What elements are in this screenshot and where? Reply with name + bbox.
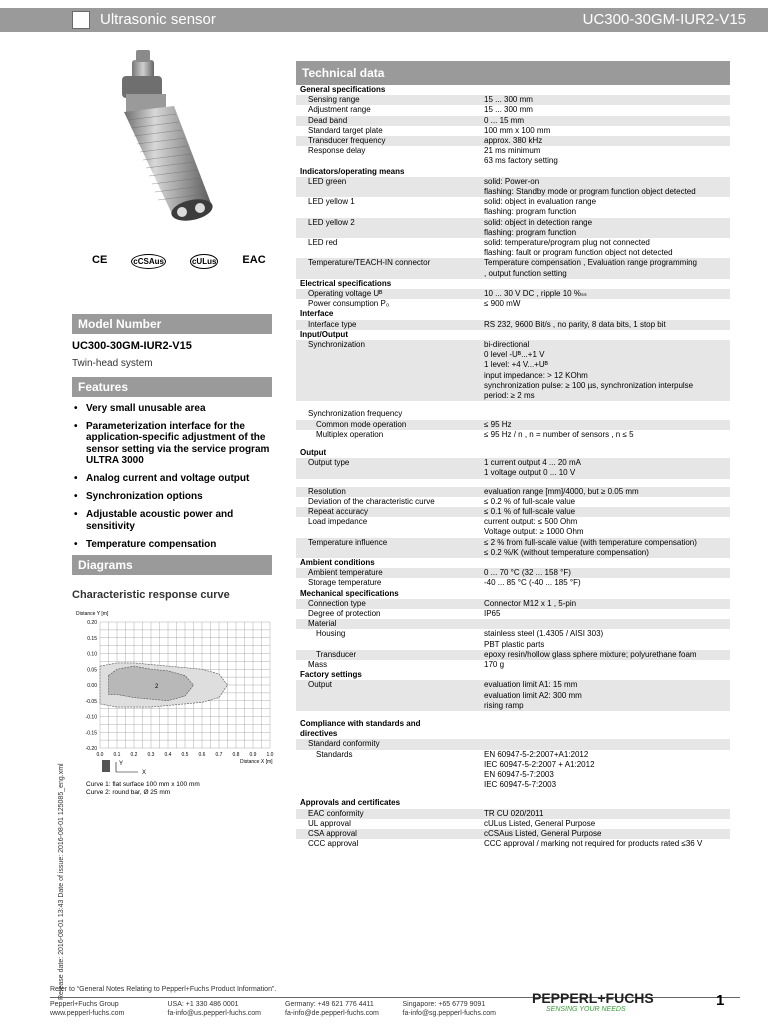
spec-label [296, 711, 480, 719]
spec-value [480, 440, 730, 448]
spec-value: 15 ... 300 mm [484, 105, 533, 115]
x-tick-label: 0.7 [215, 752, 223, 758]
spec-value: ≤ 0.1 % of full-scale value [480, 507, 730, 517]
sensor-icon [102, 760, 110, 772]
spec-label: Housing [316, 629, 346, 639]
x-tick-label: 0.1 [113, 752, 121, 758]
page-number: 1 [716, 992, 725, 1009]
spec-row [296, 299, 730, 309]
spec-value: TR CU 020/2011 [480, 809, 730, 819]
spec-label: UL approval [308, 818, 351, 828]
spec-row [296, 619, 730, 629]
spec-row [296, 629, 730, 649]
spec-label: LED red [308, 238, 338, 248]
spec-row [296, 819, 730, 829]
spec-value: EN 60947-5-2:2007+A1:2012 IEC 60947-5-2:2007 + A1:2012 EN 60947-5-7:2003 IEC 60947-5-7:2003 [484, 749, 595, 790]
spec-value: RS 232, 9600 Bit/s , no parity, 8 data bits, 1 stop bit [480, 320, 730, 330]
y-axis-marker: Y [119, 761, 124, 767]
spec-row [296, 739, 730, 749]
spec-label: Input/Output [300, 329, 348, 339]
spec-value: stainless steel (1.4305 / AISI 303) PBT plastic parts [484, 629, 604, 649]
spec-label: Temperature influence [296, 538, 480, 558]
spec-label: Mass [308, 659, 328, 669]
spec-value [480, 401, 730, 409]
spec-value: ≤ 0.2 % of full-scale value [484, 496, 576, 506]
release-info: Release date: 2016-08-01 13:43 Date of issue: 2016-08-01 125085_eng.xml [58, 763, 65, 1000]
x-tick-label: 0.3 [147, 752, 155, 758]
spec-label: LED yellow 2 [296, 218, 480, 238]
features-heading: Features [72, 377, 272, 397]
spec-value: 10 ... 30 V DC , ripple 10 %ₛₛ [480, 289, 730, 299]
model-number-section [72, 306, 272, 369]
spec-value: 21 ms minimum 63 ms factory setting [484, 146, 558, 166]
spec-label: Deviation of the characteristic curve [308, 496, 435, 506]
spec-group-row [296, 719, 730, 739]
spec-label: Electrical specifications [300, 278, 392, 288]
spec-value: 0 ... 15 mm [480, 116, 730, 126]
spec-label: Common mode operation [296, 420, 480, 430]
spec-group-row [296, 85, 730, 95]
chart-title: Characteristic response curve [72, 589, 230, 601]
product-image [72, 36, 272, 246]
spec-row [296, 578, 730, 588]
header-model: UC300-30GM-IUR2-V15 [582, 11, 746, 28]
y-tick-label: -0.20 [85, 746, 97, 752]
spec-row [296, 440, 730, 448]
spec-label: Resolution [296, 487, 480, 497]
spec-row [296, 238, 730, 258]
spec-group-row [296, 558, 730, 568]
spec-row [296, 660, 730, 670]
spec-label [296, 401, 480, 409]
spec-value: evaluation limit A1: 15 mm evaluation limit A2: 300 mm rising ramp [480, 680, 730, 711]
spec-value [480, 670, 730, 680]
x-tick-label: 0.0 [96, 752, 104, 758]
page-header [0, 8, 768, 32]
spec-row [296, 401, 730, 409]
y-axis-title: Distance Y [m] [76, 611, 109, 617]
feature-item: • Synchronization options [72, 491, 272, 502]
technical-data-section [296, 61, 730, 849]
spec-row [296, 609, 730, 619]
spec-value: 0 ... 70 °C (32 ... 158 °F) [480, 568, 730, 578]
spec-label: Approvals and certificates [300, 798, 401, 808]
y-tick-label: -0.15 [85, 730, 97, 737]
feature-item: • Very small unusable area [72, 403, 272, 414]
logo-name: PEPPERL+FUCHS [532, 990, 654, 1006]
spec-label: Output [300, 447, 327, 457]
spec-value: approx. 380 kHz [480, 136, 730, 146]
spec-row [296, 711, 730, 719]
spec-row [296, 289, 730, 299]
spec-row [296, 105, 730, 115]
header-square-icon [72, 11, 90, 29]
product-column [72, 36, 272, 246]
footer-contact: Singapore: +65 6779 9091 fa-info@sg.pepperl-fuchs.com [402, 1001, 496, 1017]
spec-value [480, 85, 730, 95]
spec-label: Synchronization frequency [308, 409, 403, 419]
footer-contacts [50, 1000, 520, 1018]
spec-label: Multiplex operation [316, 429, 384, 439]
spec-label: Standard target plate [308, 125, 383, 135]
spec-label: Interface type [296, 320, 480, 330]
diagrams-section [72, 547, 272, 601]
features-list [72, 403, 272, 550]
spec-label: Transducer frequency [296, 136, 480, 146]
spec-label: Ambient conditions [300, 557, 375, 567]
spec-value [480, 558, 730, 568]
spec-value [480, 719, 730, 739]
spec-label: CCC approval [308, 839, 359, 849]
spec-label: Operating voltage Uᴮ [296, 289, 480, 299]
spec-row [296, 790, 730, 798]
certification-marks [92, 254, 292, 269]
spec-value: 100 mm x 100 mm [484, 125, 551, 135]
spec-label: LED green [296, 177, 480, 197]
series-label: 2 [155, 684, 159, 690]
spec-value [480, 448, 730, 458]
spec-value: Temperature compensation , Evaluation range programming , output function setting [480, 258, 730, 278]
spec-label: Temperature/TEACH-IN connector [296, 258, 480, 278]
feature-item: • Analog current and voltage output [72, 473, 272, 484]
spec-value [480, 167, 730, 177]
eac-mark-icon: EAC [242, 254, 266, 266]
spec-row [296, 650, 730, 660]
spec-value: cULus Listed, General Purpose [484, 818, 596, 828]
spec-row [296, 340, 730, 401]
footer-note: Refer to “General Notes Relating to Pepperl+Fuchs Product Information”. [50, 986, 277, 993]
spec-label: Output type [296, 458, 480, 478]
spec-label: Material [296, 619, 480, 629]
spec-row [296, 599, 730, 609]
footer-contact: USA: +1 330 486 0001 fa-info@us.pepperl-fuchs.com [167, 1001, 261, 1017]
spec-label: EAC conformity [296, 809, 480, 819]
spec-label: Factory settings [300, 670, 362, 680]
spec-row [296, 177, 730, 197]
spec-group-row [296, 448, 730, 458]
spec-value [480, 279, 730, 289]
spec-label: Dead band [296, 116, 480, 126]
feature-item: • Adjustable acoustic power and sensitivity [72, 509, 272, 531]
spec-row [296, 517, 730, 537]
x-tick-label: 0.9 [249, 752, 257, 758]
feature-item: • Parameterization interface for the application-specific adjustment of the sensor setting via the service program ULTRA 3000 [72, 421, 272, 466]
spec-row [296, 116, 730, 126]
x-tick-label: 0.8 [232, 752, 240, 758]
features-section [72, 369, 272, 557]
spec-label: Ambient temperature [296, 568, 480, 578]
spec-label: General specifications [300, 85, 386, 94]
spec-label: Compliance with standards and directives [300, 718, 421, 739]
x-tick-label: 0.2 [130, 752, 138, 758]
spec-row [296, 487, 730, 497]
spec-value: ≤ 900 mW [484, 299, 521, 309]
spec-label [296, 440, 480, 448]
spec-row [296, 479, 730, 487]
spec-value: solid: object in detection range flashing: program function [480, 218, 730, 238]
spec-group-row [296, 670, 730, 680]
spec-value: Connector M12 x 1 , 5-pin [480, 599, 730, 609]
technical-data-heading: Technical data [296, 61, 730, 85]
spec-label: Load impedance [308, 517, 368, 527]
spec-label: Connection type [296, 599, 480, 609]
spec-row [296, 680, 730, 711]
spec-row [296, 126, 730, 136]
spec-value [480, 790, 730, 798]
spec-value [480, 739, 730, 749]
x-axis-marker: X [142, 770, 147, 776]
x-tick-label: 0.4 [164, 752, 172, 758]
spec-label: Output [296, 680, 480, 711]
y-tick-label: -0.05 [85, 698, 97, 705]
spec-row [296, 218, 730, 238]
spec-value: ≤ 2 % from full-scale value (with temperature compensation) ≤ 0.2 %/K (without temperature compensation) [480, 538, 730, 558]
spec-value: IP65 [484, 608, 501, 618]
spec-row [296, 420, 730, 430]
spec-value [480, 711, 730, 719]
spec-label [296, 790, 480, 798]
spec-label: Standards [316, 749, 353, 759]
spec-row [296, 829, 730, 839]
spec-group-row [296, 279, 730, 289]
spec-label: Adjustment range [308, 105, 371, 115]
spec-value: ≤ 95 Hz [480, 420, 730, 430]
spec-row [296, 409, 730, 419]
model-number-value: UC300-30GM-IUR2-V15 [72, 340, 192, 352]
model-description: Twin-head system [72, 358, 153, 369]
diagrams-heading: Diagrams [72, 555, 272, 575]
spec-value: solid: object in evaluation range flashing: program function [484, 197, 597, 217]
spec-group-row [296, 309, 730, 319]
footer-contact: Pepperl+Fuchs Group www.pepperl-fuchs.com [50, 1001, 125, 1017]
spec-label: Sensing range [296, 95, 480, 105]
spec-label: Standard conformity [296, 739, 480, 749]
spec-value [480, 798, 730, 808]
feature-item: • Temperature compensation [72, 539, 272, 550]
spec-label: Power consumption P₀ [308, 299, 390, 309]
spec-label: Mechanical specifications [300, 588, 399, 598]
spec-row [296, 95, 730, 105]
footer-contact: Germany: +49 621 776 4411 fa-info@de.pepperl-fuchs.com [285, 1001, 379, 1017]
brand-logo [532, 990, 654, 1013]
spec-label: LED yellow 1 [308, 197, 355, 207]
spec-value: solid: temperature/program plug not connected flashing: fault or program function object not detected [484, 238, 673, 258]
legend-curve-1: Curve 1: flat surface 100 mm x 100 mm [86, 781, 200, 788]
spec-value [480, 330, 730, 340]
spec-value: 1 current output 4 ... 20 mA 1 voltage output 0 ... 10 V [480, 458, 730, 478]
x-tick-label: 1.0 [266, 752, 274, 758]
y-tick-label: 0.20 [87, 620, 97, 626]
spec-value: current output: ≤ 500 Ohm Voltage output: ≥ 1000 Ohm [484, 517, 584, 537]
logo-tagline: SENSING YOUR NEEDS [546, 1006, 626, 1013]
spec-value: solid: Power-on flashing: Standby mode or program function object detected [480, 177, 730, 197]
spec-group-row [296, 330, 730, 340]
spec-value: CCC approval / marking not required for products rated ≤36 V [484, 839, 703, 849]
spec-value: 15 ... 300 mm [480, 95, 730, 105]
ce-mark-icon: CE [92, 254, 108, 266]
ul-mark-icon: cULus [190, 254, 218, 269]
spec-row [296, 568, 730, 578]
spec-value: 170 g [484, 659, 505, 669]
spec-value: evaluation range [mm]/4000, but ≥ 0.05 mm [480, 487, 730, 497]
x-tick-label: 0.6 [198, 752, 206, 758]
spec-group-row [296, 167, 730, 177]
spec-label: Storage temperature [308, 578, 382, 588]
spec-row [296, 839, 730, 849]
legend-curve-2: Curve 2: round bar, Ø 25 mm [86, 789, 171, 796]
spec-row [296, 136, 730, 146]
page-title: Ultrasonic sensor [100, 11, 216, 28]
spec-row [296, 538, 730, 558]
spec-value: epoxy resin/hollow glass sphere mixture; polyurethane foam [480, 650, 730, 660]
spec-value [480, 479, 730, 487]
spec-group-row [296, 589, 730, 599]
spec-row [296, 146, 730, 166]
spec-value [480, 589, 730, 599]
spec-label: Interface [300, 309, 334, 319]
technical-data-table [296, 85, 730, 849]
spec-row [296, 320, 730, 330]
spec-row [296, 258, 730, 278]
spec-value [480, 409, 730, 419]
spec-label [296, 479, 480, 487]
y-tick-label: 0.15 [87, 635, 97, 642]
spec-row [296, 430, 730, 440]
spec-label: CSA approval [296, 829, 480, 839]
spec-value: bi-directional 0 level -Uᴮ...+1 V 1 level: +4 V...+Uᴮ input impedance: > 12 KOhm synchronization pulse: ≥ 100 µs, synchronization interpulse period: ≥ 2 ms [480, 340, 730, 401]
y-tick-label: 0.00 [87, 683, 97, 689]
spec-row [296, 197, 730, 217]
spec-row [296, 497, 730, 507]
spec-label: Repeat accuracy [296, 507, 480, 517]
spec-value: -40 ... 85 °C (-40 ... 185 °F) [484, 578, 581, 588]
spec-label: Synchronization [296, 340, 480, 401]
spec-row [296, 507, 730, 517]
y-tick-label: -0.10 [85, 714, 97, 721]
spec-row [296, 458, 730, 478]
csa-mark-icon: cCSAus [131, 254, 166, 269]
spec-value: ≤ 95 Hz / n , n = number of sensors , n ≤ 5 [484, 429, 634, 439]
x-axis-title: Distance X [m] [240, 759, 273, 765]
y-tick-label: 0.05 [87, 667, 97, 674]
spec-label: Degree of protection [308, 608, 381, 618]
spec-label: Transducer [296, 650, 480, 660]
spec-value [480, 309, 730, 319]
spec-label: Indicators/operating means [300, 166, 405, 176]
spec-value: cCSAus Listed, General Purpose [480, 829, 730, 839]
spec-value [480, 619, 730, 629]
x-tick-label: 0.5 [181, 752, 189, 758]
y-tick-label: 0.10 [87, 651, 97, 658]
spec-label: Response delay [308, 146, 366, 156]
model-number-heading: Model Number [72, 314, 272, 334]
spec-row [296, 750, 730, 791]
spec-row [296, 809, 730, 819]
response-curve-chart [72, 606, 282, 806]
spec-group-row [296, 798, 730, 808]
